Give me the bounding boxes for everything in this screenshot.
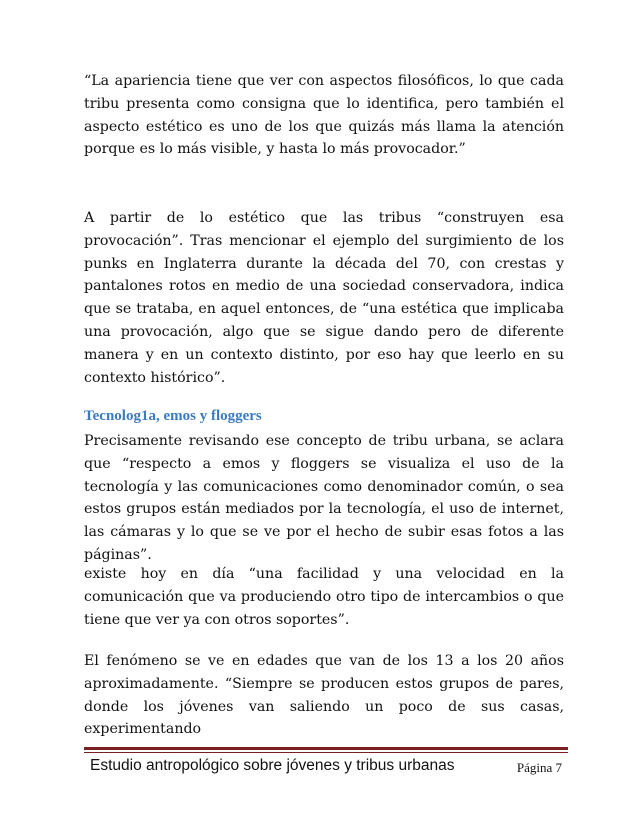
footer-rule-thick (84, 747, 568, 750)
paragraph-quote-apariencia: “La apariencia tiene que ver con aspectos filosóficos, lo que cada tribu presenta como consigna que lo identifica, pero también el aspecto estético es uno de los que quizás más llama la atención porque es lo más visible, y hasta lo más provocador.” (84, 73, 564, 158)
section-heading: Tecnolog1a, emos y floggers (84, 408, 262, 424)
paragraph-tribu-urbana: Precisamente revisando ese concepto de tribu urbana, se aclara que “respecto a emos y floggers se visualiza el uso de la tecnología y las comunicaciones como denominador común, o sea estos grupos están mediados por la tecnología, el uso de internet, las cámaras y lo que se ve por el hecho de subir esas fotos a las páginas”. (84, 433, 564, 563)
paragraph-estetica-provocacion: A partir de lo estético que las tribus “construyen esa provocación”. Tras mencionar el ejemplo del surgimiento de los punks en Inglaterra durante la década del 70, con crestas y pantalones rotos en medio de una sociedad conservadora, indica que se trataba, en aquel entonces, de “una estética que implicaba una provocación, algo que se sigue dando pero de diferente manera y en un contexto distinto, por eso hay que leerlo en su contexto histórico”. (84, 210, 564, 386)
paragraph-comunicacion: existe hoy en día “una facilidad y una velocidad en la comunicación que va produciendo otro tipo de intercambios o que tiene que ver ya con otros soportes”. (84, 566, 564, 628)
page-number: Página 7 (516, 760, 562, 775)
paragraph-fenomeno: El fenómeno se ve en edades que van de los 13 a los 20 años aproximadamente. “Siempre se producen estos grupos de pares, donde los jóvenes van saliendo un poco de sus casas, experimentando (84, 653, 564, 738)
footer-rule-thin (84, 752, 568, 753)
footer-title: Estudio antropológico sobre jóvenes y tribus urbanas (90, 757, 455, 774)
